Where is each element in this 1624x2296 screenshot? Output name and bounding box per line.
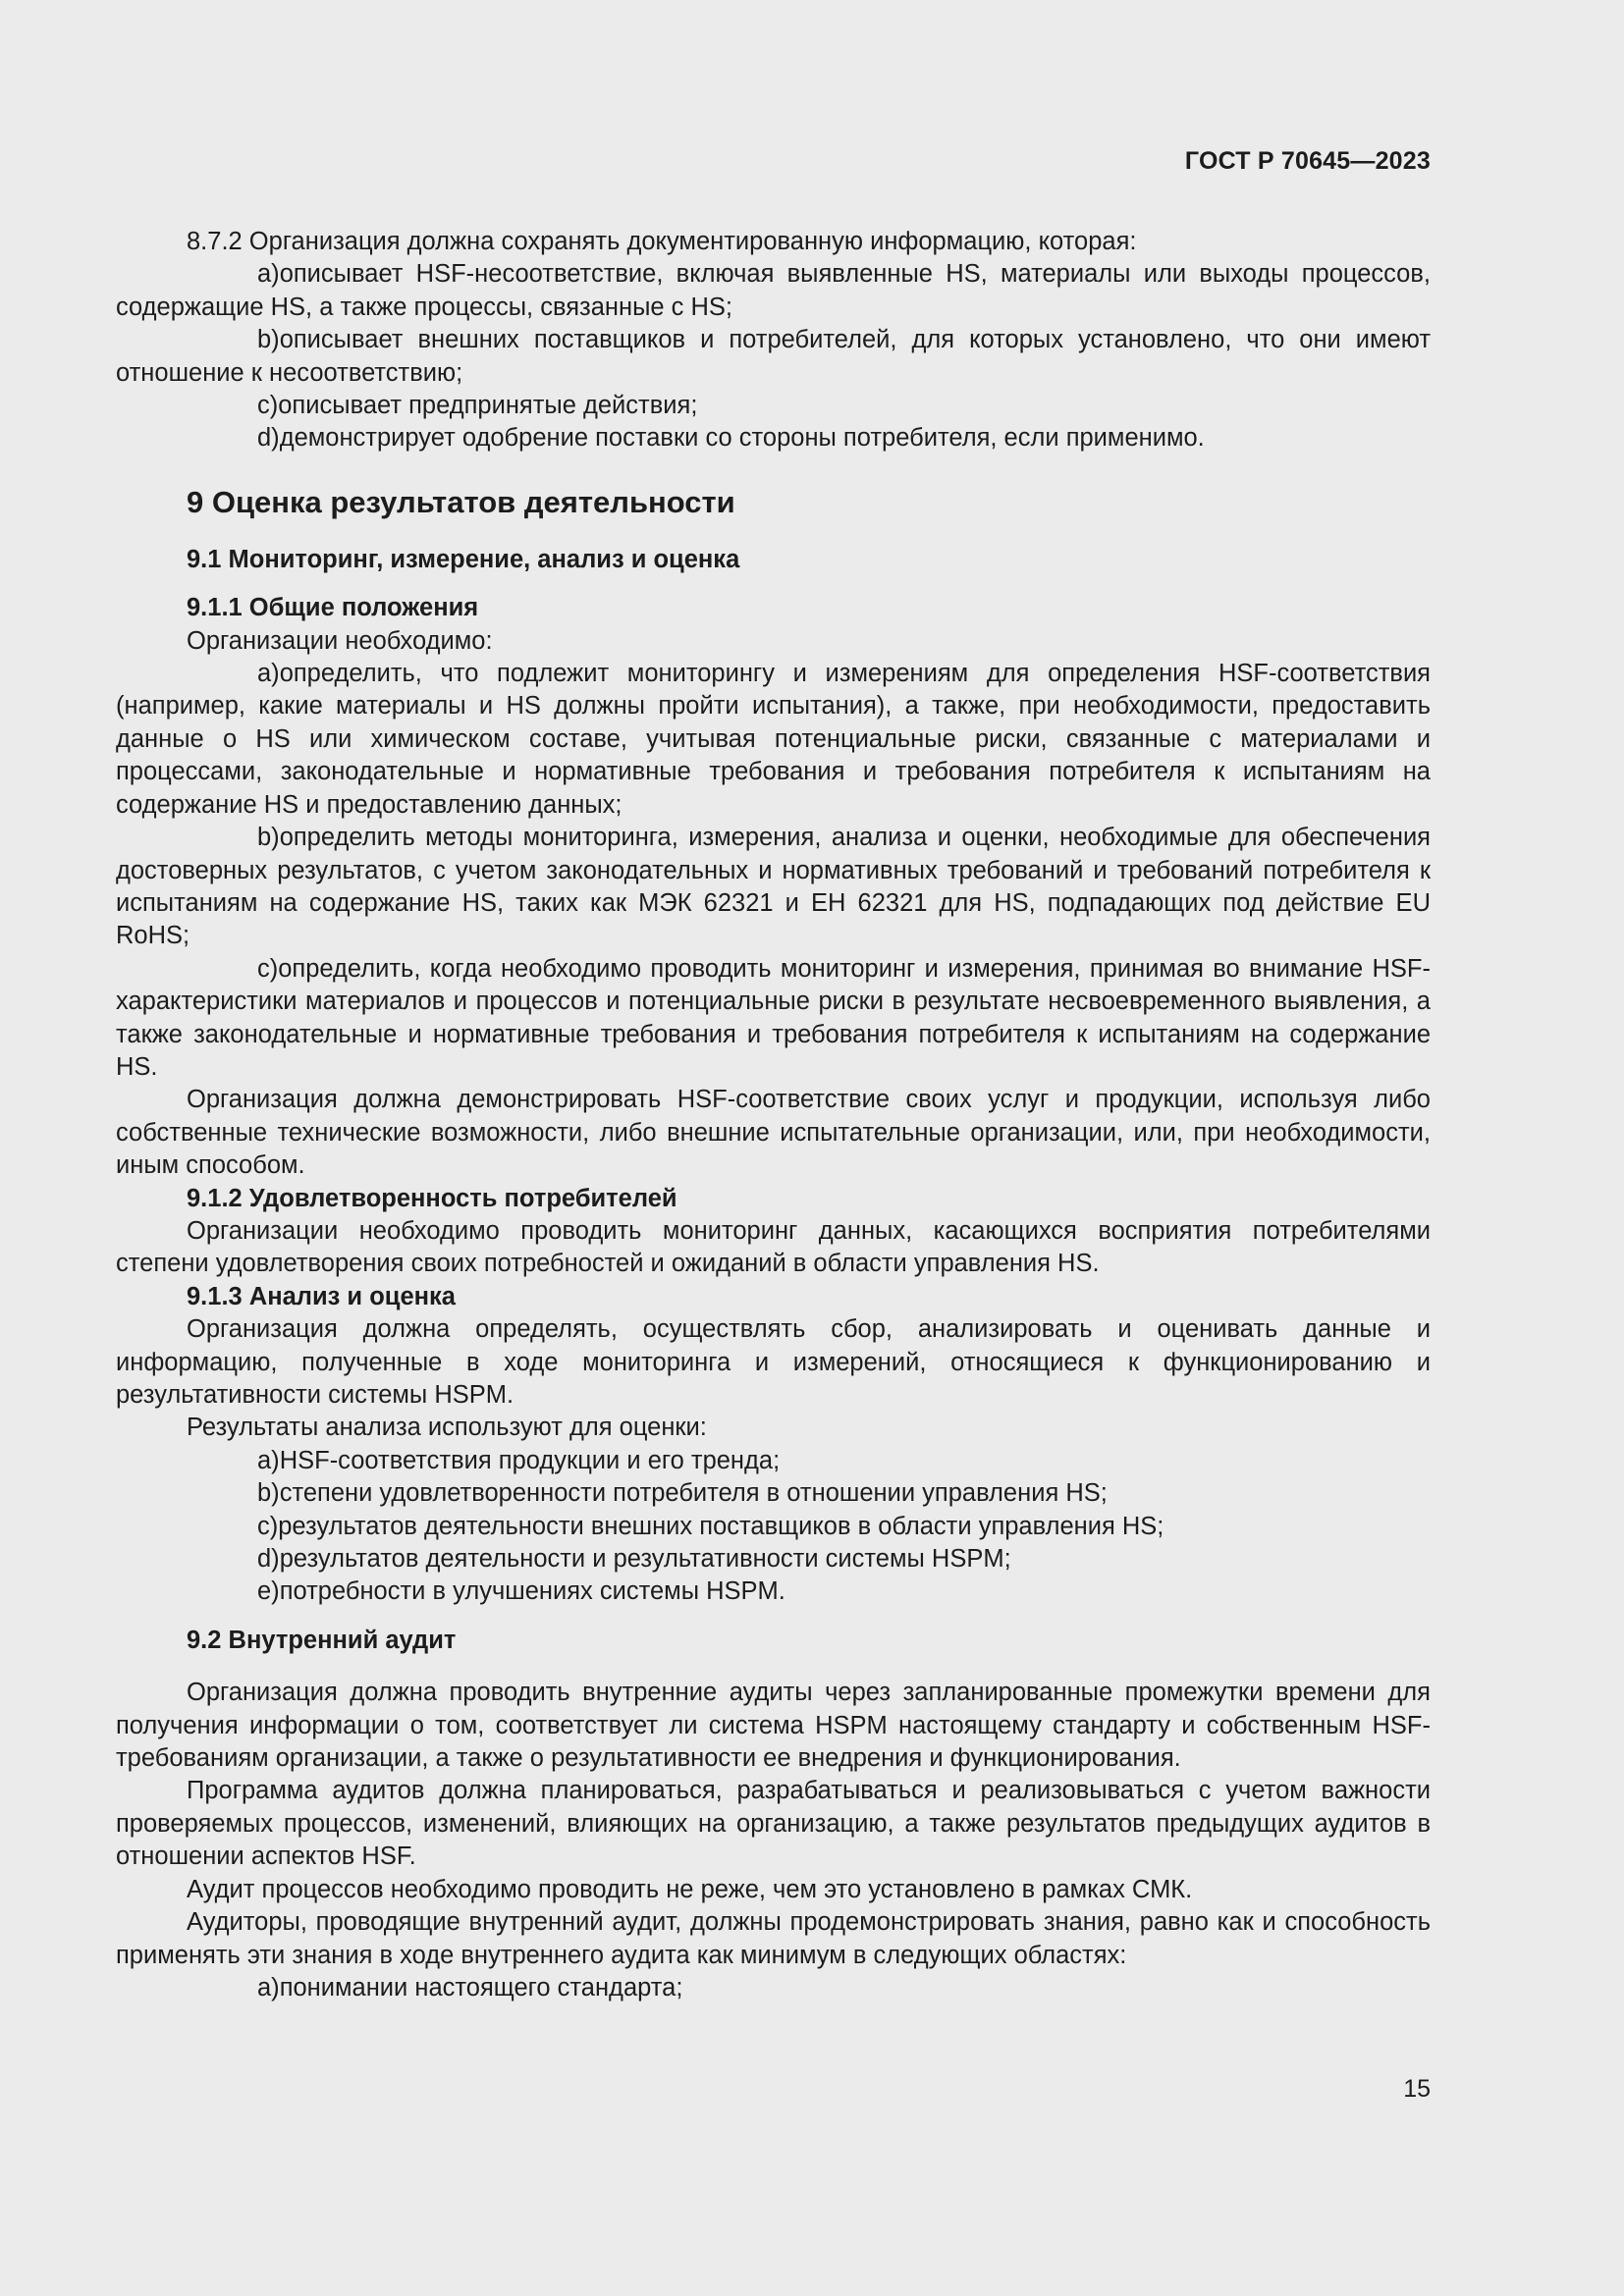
list-item-label: a) [257, 660, 280, 688]
list-item-label: a) [257, 1973, 280, 2002]
section-9-2-heading: 9.2 Внутренний аудит [187, 1626, 457, 1654]
list-item-label: e) [257, 1577, 280, 1606]
list-item [116, 1511, 1431, 1543]
list-item-label: c) [257, 392, 279, 420]
clause-9-1-3-text: Организация должна определять, осуществлять сбор, анализировать и оценивать данные и информацию, полученные в ходе мониторинга и измерений, относящиеся к функционированию и результативности системы HSPM. [116, 1315, 1431, 1409]
list-item-label: d) [257, 1545, 280, 1574]
list-item-text: определить методы мониторинга, измерения, анализа и оценки, необходимые для обеспечения достоверных результатов, с учетом законодательных и нормативных требований и требований потребителя к испытаниям на содержание HS, таких как МЭК 62321 и ЕН 62321 для HS, подпадающих под действие EU RoHS; [116, 824, 1431, 950]
list-item [116, 1445, 1431, 1477]
list-item [116, 324, 1431, 390]
list-item-label: c) [257, 954, 279, 983]
section-9-heading: 9 Оценка результатов деятельности [187, 484, 735, 519]
section-9-2-paragraph: Аудит процессов необходимо проводить не реже, чем это установлено в рамках СМК. [187, 1875, 1193, 1903]
list-item-label: b) [257, 824, 280, 852]
list-item-text: степени удовлетворенности потребителя в отношении управления HS; [279, 1479, 1108, 1508]
list-item-label: b) [257, 326, 280, 354]
document-id-header: ГОСТ Р 70645—2023 [1184, 147, 1431, 175]
page-content [116, 226, 1431, 2004]
clause-9-1-1-heading: 9.1.1 Общие положения [187, 594, 479, 622]
list-item [116, 658, 1431, 822]
list-item-text: понимании настоящего стандарта; [279, 1973, 683, 2002]
list-item [116, 1972, 1431, 2004]
list-item [116, 953, 1431, 1085]
list-item [116, 258, 1431, 324]
list-item [116, 1477, 1431, 1510]
list-item-text: определить, когда необходимо проводить мониторинг и измерения, принимая во внимание HSF-характеристики материалов и процессов и потенциальные риски в результате несвоевременного выявления, а также законодательные и нормативные требования и требования потребителя к испытаниям на содержание HS. [116, 954, 1431, 1081]
list-item-label: a) [257, 260, 280, 289]
clause-9-1-3-intro: Результаты анализа используют для оценки: [187, 1414, 707, 1442]
section-9-2-paragraph: Организация должна проводить внутренние аудиты через запланированные промежутки времени для получения информации о том, соответствует ли система HSPM настоящему стандарту и собственным HSF-требованиям организации, а также о результативности ее внедрения и функционирования. [116, 1679, 1431, 1773]
list-item [116, 822, 1431, 953]
list-item-text: описывает предпринятые действия; [278, 392, 698, 420]
list-item [116, 390, 1431, 422]
clause-9-1-2-heading: 9.1.2 Удовлетворенность потребителей [187, 1184, 677, 1212]
list-item-text: описывает HSF-несоответствие, включая выявленные HS, материалы или выходы процессов, содержащие HS, а также процессы, связанные с HS; [116, 260, 1431, 321]
list-item-label: c) [257, 1512, 279, 1540]
clause-9-1-1-closing: Организация должна демонстрировать HSF-соответствие своих услуг и продукции, используя либо собственные технические возможности, либо внешние испытательные организации, или, при необходимости, иным способом. [116, 1086, 1431, 1180]
list-item-text: определить, что подлежит мониторингу и измерениям для определения HSF-соответствия (например, какие материалы и HS должны пройти испытания), а также, при необходимости, предоставить данные о HS или химическом составе, учитывая потенциальные риски, связанные с материалами и процессами, законодательные и нормативные требования и требования потребителя к испытаниям на содержание HS и предоставлению данных; [116, 660, 1431, 819]
list-item-text: результатов деятельности и результативности системы HSPM; [279, 1545, 1011, 1574]
list-item-text: описывает внешних поставщиков и потребителей, для которых установлено, что они имеют отношение к несоответствию; [116, 326, 1431, 387]
list-item-text: HSF-соответствия продукции и его тренда; [279, 1446, 781, 1474]
clause-9-1-1-intro: Организации необходимо: [187, 626, 493, 655]
list-item [116, 1543, 1431, 1575]
clause-9-1-3-heading: 9.1.3 Анализ и оценка [187, 1282, 456, 1310]
list-item-text: демонстрирует одобрение поставки со стороны потребителя, если применимо. [279, 424, 1205, 453]
list-item-label: a) [257, 1446, 280, 1474]
list-item-text: потребности в улучшениях системы HSPM. [279, 1577, 785, 1606]
list-item-label: d) [257, 424, 280, 453]
list-item [116, 422, 1431, 454]
page-number: 15 [1403, 2075, 1431, 2103]
section-9-2-paragraph: Аудиторы, проводящие внутренний аудит, должны продемонстрировать знания, равно как и способность применять эти знания в ходе внутреннего аудита как минимум в следующих областях: [116, 1908, 1431, 1969]
list-item-label: b) [257, 1479, 280, 1508]
list-item-text: результатов деятельности внешних поставщиков в области управления HS; [278, 1512, 1164, 1540]
section-9-1-heading: 9.1 Мониторинг, измерение, анализ и оценка [187, 545, 740, 573]
clause-8-7-2-intro: 8.7.2 Организация должна сохранять документированную информацию, которая: [187, 228, 1137, 255]
list-item [116, 1575, 1431, 1608]
section-9-2-paragraph: Программа аудитов должна планироваться, разрабатываться и реализовываться с учетом важности проверяемых процессов, изменений, влияющих на организацию, а также результатов предыдущих аудитов в отношении аспектов HSF. [116, 1777, 1431, 1871]
clause-9-1-2-text: Организации необходимо проводить мониторинг данных, касающихся восприятия потребителями степени удовлетворения своих потребностей и ожиданий в области управления HS. [116, 1216, 1431, 1278]
